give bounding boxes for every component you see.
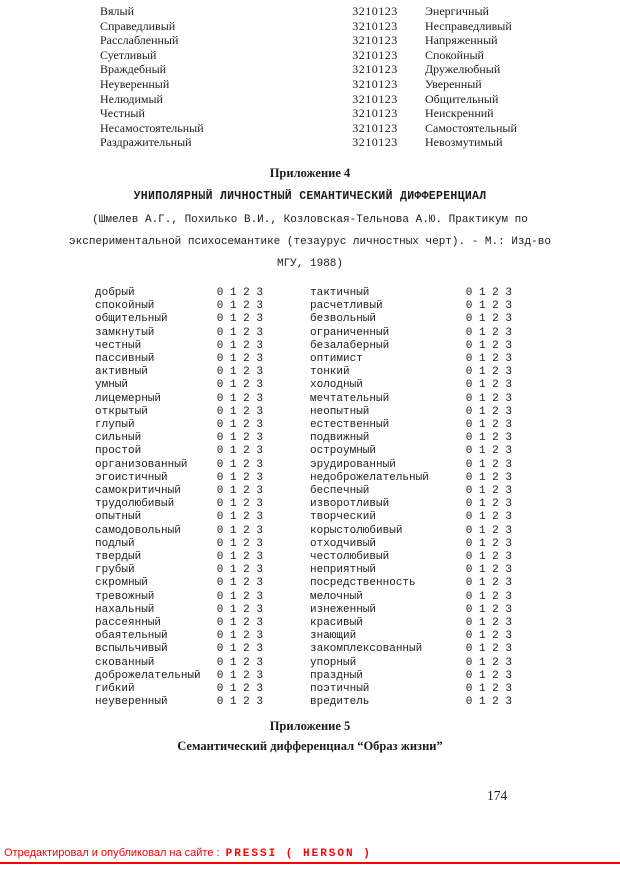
trait-row — [310, 630, 512, 643]
trait-row — [310, 577, 512, 590]
trait-row — [310, 366, 512, 379]
trait-scale-values: 0 1 2 3 — [216, 484, 263, 497]
footer-text: Отредактировал и опубликовал на сайте : — [4, 847, 220, 859]
trait-row — [310, 564, 512, 577]
bipolar-scale-values: 3210123 — [352, 33, 398, 48]
trait-scale-values: 0 1 2 3 — [465, 603, 512, 616]
bipolar-right-term: Дружелюбный — [425, 62, 501, 77]
trait-scale-values: 0 1 2 3 — [465, 656, 512, 669]
trait-term: недоброжелательный — [310, 471, 429, 484]
trait-row — [95, 327, 263, 340]
trait-scale-values: 0 1 2 3 — [216, 524, 263, 537]
trait-scale-values: 0 1 2 3 — [465, 696, 512, 709]
trait-scale-values: 0 1 2 3 — [465, 286, 512, 299]
trait-term: организованный — [95, 458, 188, 471]
trait-scale-values: 0 1 2 3 — [465, 405, 512, 418]
trait-term: опытный — [95, 511, 142, 524]
trait-scale-values: 0 1 2 3 — [465, 577, 512, 590]
trait-scale-values: 0 1 2 3 — [216, 551, 263, 563]
trait-term: глупый — [95, 418, 135, 431]
trait-term: общительный — [95, 313, 168, 326]
trait-row — [95, 353, 263, 366]
trait-scale-values: 0 1 2 3 — [216, 617, 263, 630]
bipolar-right-term: Самостоятельный — [425, 120, 517, 135]
trait-row — [310, 657, 512, 670]
trait-term: эрудированный — [310, 458, 396, 471]
footer-watermark — [4, 847, 372, 860]
trait-scale-values: 0 1 2 3 — [465, 551, 512, 563]
trait-scale-values: 0 1 2 3 — [216, 300, 263, 313]
citation-line: МГУ, 1988) — [276, 257, 343, 270]
trait-scale-values: 0 1 2 3 — [465, 379, 512, 392]
trait-term: тревожный — [95, 590, 155, 603]
trait-scale-values: 0 1 2 3 — [216, 313, 263, 326]
trait-term: скованный — [95, 656, 155, 669]
trait-term: беспечный — [310, 484, 370, 497]
trait-term: активный — [95, 366, 148, 379]
trait-term: гибкий — [95, 683, 135, 696]
trait-scale-values: 0 1 2 3 — [465, 617, 512, 630]
trait-row — [95, 445, 263, 458]
bipolar-scale-values: 3210123 — [352, 18, 398, 33]
trait-scale-values: 0 1 2 3 — [216, 590, 263, 603]
trait-row — [310, 432, 512, 445]
unipolar-trait-list — [95, 287, 620, 710]
bipolar-row — [100, 62, 620, 77]
trait-row — [95, 604, 263, 617]
trait-term: корыстолюбивый — [310, 524, 403, 537]
trait-row — [95, 459, 263, 472]
trait-column-right — [310, 287, 512, 710]
trait-term: естественный — [310, 418, 390, 431]
trait-row — [95, 525, 263, 538]
trait-scale-values: 0 1 2 3 — [216, 445, 263, 458]
trait-term: скромный — [95, 577, 148, 590]
trait-scale-values: 0 1 2 3 — [465, 683, 512, 696]
trait-row — [310, 670, 512, 683]
trait-scale-values: 0 1 2 3 — [216, 352, 263, 365]
bipolar-scale-values: 3210123 — [352, 91, 398, 106]
trait-term: закомплексованный — [310, 643, 423, 656]
trait-scale-values: 0 1 2 3 — [216, 643, 263, 656]
trait-term: спокойный — [95, 300, 155, 313]
trait-row — [310, 525, 512, 538]
bipolar-right-term: Неискренний — [425, 106, 494, 121]
trait-row — [310, 604, 512, 617]
trait-term: честный — [95, 339, 142, 352]
trait-term: неуверенный — [95, 696, 168, 709]
trait-row — [95, 617, 263, 630]
trait-scale-values: 0 1 2 3 — [216, 326, 263, 339]
trait-term: рассеянный — [95, 617, 162, 630]
trait-row — [95, 643, 263, 656]
bipolar-row — [100, 106, 620, 121]
trait-scale-values: 0 1 2 3 — [465, 511, 512, 524]
bipolar-right-term: Напряженный — [425, 33, 498, 48]
trait-scale-values: 0 1 2 3 — [216, 603, 263, 616]
trait-scale-values: 0 1 2 3 — [465, 458, 512, 471]
trait-term: неопытный — [310, 405, 370, 418]
trait-term: праздный — [310, 669, 363, 682]
trait-row — [310, 327, 512, 340]
trait-row — [95, 287, 263, 300]
trait-row — [95, 379, 263, 392]
trait-row — [95, 577, 263, 590]
trait-scale-values: 0 1 2 3 — [465, 352, 512, 365]
trait-scale-values: 0 1 2 3 — [216, 418, 263, 431]
trait-term: красивый — [310, 617, 363, 630]
trait-scale-values: 0 1 2 3 — [465, 418, 512, 431]
trait-scale-values: 0 1 2 3 — [465, 630, 512, 643]
trait-term: твердый — [95, 551, 142, 563]
trait-scale-values: 0 1 2 3 — [465, 484, 512, 497]
trait-scale-values: 0 1 2 3 — [216, 366, 263, 379]
bipolar-left-term: Расслабленный — [100, 33, 179, 48]
trait-scale-values: 0 1 2 3 — [216, 696, 263, 709]
trait-scale-values: 0 1 2 3 — [465, 300, 512, 313]
trait-row — [310, 353, 512, 366]
trait-term: трудолюбивый — [95, 498, 175, 511]
trait-row — [310, 393, 512, 406]
bipolar-scale-values: 3210123 — [352, 106, 398, 121]
bipolar-left-term: Честный — [100, 106, 145, 121]
trait-term: обаятельный — [95, 630, 168, 643]
bipolar-row — [100, 4, 620, 19]
citation — [0, 209, 620, 275]
trait-scale-values: 0 1 2 3 — [216, 577, 263, 590]
trait-row — [310, 696, 512, 709]
bipolar-scale-values: 3210123 — [352, 76, 398, 91]
trait-term: изнеженный — [310, 603, 377, 616]
bipolar-scale-values: 3210123 — [352, 62, 398, 77]
trait-row — [310, 551, 512, 564]
footer-brand-link[interactable]: PRESSI ( HERSON ) — [225, 848, 372, 860]
bipolar-left-term: Нелюдимый — [100, 91, 163, 106]
trait-row — [310, 591, 512, 604]
trait-scale-values: 0 1 2 3 — [465, 669, 512, 682]
trait-term: самодовольный — [95, 524, 181, 537]
trait-term: грубый — [95, 564, 135, 577]
trait-scale-values: 0 1 2 3 — [216, 564, 263, 577]
trait-column-left — [95, 287, 263, 710]
trait-term: ограниченный — [310, 326, 390, 339]
bipolar-row — [100, 92, 620, 107]
bipolar-left-term: Суетливый — [100, 47, 157, 62]
trait-term: мелочный — [310, 590, 363, 603]
bipolar-row — [100, 121, 620, 136]
trait-term: эгоистичный — [95, 471, 168, 484]
trait-scale-values: 0 1 2 3 — [465, 564, 512, 577]
trait-term: нахальный — [95, 603, 155, 616]
appendix4-title: УНИПОЛЯРНЫЙ ЛИЧНОСТНЫЙ СЕМАНТИЧЕСКИЙ ДИФФЕРЕНЦИАЛ — [133, 189, 487, 203]
trait-scale-values: 0 1 2 3 — [465, 537, 512, 550]
bipolar-row — [100, 33, 620, 48]
trait-term: тактичный — [310, 286, 370, 299]
trait-scale-values: 0 1 2 3 — [465, 339, 512, 352]
trait-scale-values: 0 1 2 3 — [216, 339, 263, 352]
trait-row — [310, 313, 512, 326]
trait-scale-values: 0 1 2 3 — [465, 445, 512, 458]
bipolar-right-term: Уверенный — [425, 76, 482, 91]
bipolar-right-term: Спокойный — [425, 47, 484, 62]
trait-scale-values: 0 1 2 3 — [465, 498, 512, 511]
trait-term: безалаберный — [310, 339, 390, 352]
trait-term: честолюбивый — [310, 551, 390, 563]
trait-scale-values: 0 1 2 3 — [465, 366, 512, 379]
trait-scale-values: 0 1 2 3 — [465, 524, 512, 537]
trait-term: безвольный — [310, 313, 377, 326]
trait-row — [95, 657, 263, 670]
trait-term: холодный — [310, 379, 363, 392]
bipolar-row — [100, 19, 620, 34]
trait-row — [310, 300, 512, 313]
trait-row — [310, 419, 512, 432]
trait-scale-values: 0 1 2 3 — [216, 379, 263, 392]
trait-scale-values: 0 1 2 3 — [216, 498, 263, 511]
trait-term: упорный — [310, 656, 357, 669]
trait-term: поэтичный — [310, 683, 370, 696]
trait-term: сильный — [95, 432, 142, 445]
trait-term: вредитель — [310, 696, 370, 709]
bipolar-left-term: Враждебный — [100, 62, 167, 77]
trait-scale-values: 0 1 2 3 — [216, 392, 263, 405]
trait-row — [310, 498, 512, 511]
trait-scale-values: 0 1 2 3 — [216, 405, 263, 418]
footer-underline — [0, 862, 620, 864]
trait-scale-values: 0 1 2 3 — [216, 656, 263, 669]
trait-term: тонкий — [310, 366, 350, 379]
trait-row — [310, 445, 512, 458]
bipolar-right-term: Общительный — [425, 91, 499, 106]
trait-row — [95, 551, 263, 564]
trait-term: простой — [95, 445, 142, 458]
appendix4-label: Приложение 4 — [269, 165, 351, 180]
trait-term: лицемерный — [95, 392, 162, 405]
trait-term: умный — [95, 379, 129, 392]
trait-scale-values: 0 1 2 3 — [216, 537, 263, 550]
trait-term: пассивный — [95, 352, 155, 365]
bipolar-scale-values: 3210123 — [352, 135, 398, 150]
trait-row — [310, 459, 512, 472]
bipolar-row — [100, 48, 620, 63]
trait-row — [95, 485, 263, 498]
bipolar-scale-values: 3210123 — [352, 120, 398, 135]
trait-row — [95, 538, 263, 551]
citation-line: (Шмелев А.Г., Похилько В.И., Козловская-Тельнова А.Ю. Практикум по — [92, 213, 528, 226]
trait-term: вспыльчивый — [95, 643, 168, 656]
trait-scale-values: 0 1 2 3 — [216, 630, 263, 643]
bipolar-right-term: Несправедливый — [425, 18, 512, 33]
bipolar-right-term: Энергичный — [425, 4, 489, 18]
bipolar-left-term: Раздражительный — [100, 135, 192, 150]
trait-scale-values: 0 1 2 3 — [216, 471, 263, 484]
trait-row — [95, 472, 263, 485]
bipolar-left-term: Вялый — [100, 4, 134, 18]
trait-row — [95, 406, 263, 419]
trait-row — [95, 630, 263, 643]
trait-scale-values: 0 1 2 3 — [465, 432, 512, 445]
trait-row — [310, 617, 512, 630]
trait-scale-values: 0 1 2 3 — [216, 511, 263, 524]
trait-row — [310, 538, 512, 551]
trait-term: мечтательный — [310, 392, 390, 405]
bipolar-scale-values: 3210123 — [352, 4, 398, 18]
trait-row — [95, 696, 263, 709]
trait-scale-values: 0 1 2 3 — [216, 458, 263, 471]
bipolar-scale-table — [100, 4, 620, 150]
trait-scale-values: 0 1 2 3 — [465, 643, 512, 656]
bipolar-left-term: Несамостоятельный — [100, 120, 204, 135]
trait-term: знающий — [310, 630, 357, 643]
bipolar-row — [100, 135, 620, 150]
trait-term: замкнутый — [95, 326, 155, 339]
trait-term: остроумный — [310, 445, 377, 458]
trait-scale-values: 0 1 2 3 — [465, 590, 512, 603]
trait-row — [95, 591, 263, 604]
citation-line: экспериментальной психосемантике (тезаурус личностных черт). - М.: Изд-во — [69, 235, 551, 248]
trait-row — [95, 511, 263, 524]
trait-term: самокритичный — [95, 484, 181, 497]
trait-scale-values: 0 1 2 3 — [216, 669, 263, 682]
trait-row — [310, 340, 512, 353]
trait-row — [310, 485, 512, 498]
trait-row — [310, 683, 512, 696]
appendix5-title: Семантический дифференциал “Образ жизни” — [177, 739, 443, 754]
trait-term: подвижный — [310, 432, 370, 445]
trait-row — [95, 300, 263, 313]
trait-term: добрый — [95, 286, 135, 299]
trait-term: творческий — [310, 511, 377, 524]
trait-row — [310, 287, 512, 300]
trait-row — [95, 432, 263, 445]
trait-row — [310, 379, 512, 392]
trait-row — [310, 643, 512, 656]
appendix5-label: Приложение 5 — [269, 719, 351, 734]
page-number: 174 — [487, 788, 508, 803]
trait-row — [95, 393, 263, 406]
bipolar-left-term: Неуверенный — [100, 76, 170, 91]
bipolar-row — [100, 77, 620, 92]
trait-term: доброжелательный — [95, 669, 201, 682]
trait-term: подлый — [95, 537, 135, 550]
trait-row — [95, 564, 263, 577]
trait-scale-values: 0 1 2 3 — [465, 313, 512, 326]
trait-row — [95, 313, 263, 326]
trait-row — [310, 472, 512, 485]
trait-scale-values: 0 1 2 3 — [465, 471, 512, 484]
trait-row — [95, 683, 263, 696]
trait-row — [95, 419, 263, 432]
trait-row — [95, 366, 263, 379]
trait-row — [310, 511, 512, 524]
trait-scale-values: 0 1 2 3 — [216, 286, 263, 299]
bipolar-scale-values: 3210123 — [352, 47, 398, 62]
trait-row — [95, 498, 263, 511]
trait-scale-values: 0 1 2 3 — [465, 326, 512, 339]
trait-row — [95, 670, 263, 683]
trait-scale-values: 0 1 2 3 — [216, 432, 263, 445]
trait-term: расчетливый — [310, 300, 383, 313]
trait-term: оптимист — [310, 352, 363, 365]
trait-term: неприятный — [310, 564, 377, 577]
trait-scale-values: 0 1 2 3 — [216, 683, 263, 696]
trait-row — [95, 340, 263, 353]
trait-term: изворотливый — [310, 498, 390, 511]
trait-row — [310, 406, 512, 419]
trait-term: посредственность — [310, 577, 416, 590]
trait-term: открытый — [95, 405, 148, 418]
bipolar-right-term: Невозмутимый — [425, 135, 503, 150]
bipolar-left-term: Справедливый — [100, 18, 176, 33]
trait-term: отходчивый — [310, 537, 377, 550]
trait-scale-values: 0 1 2 3 — [465, 392, 512, 405]
